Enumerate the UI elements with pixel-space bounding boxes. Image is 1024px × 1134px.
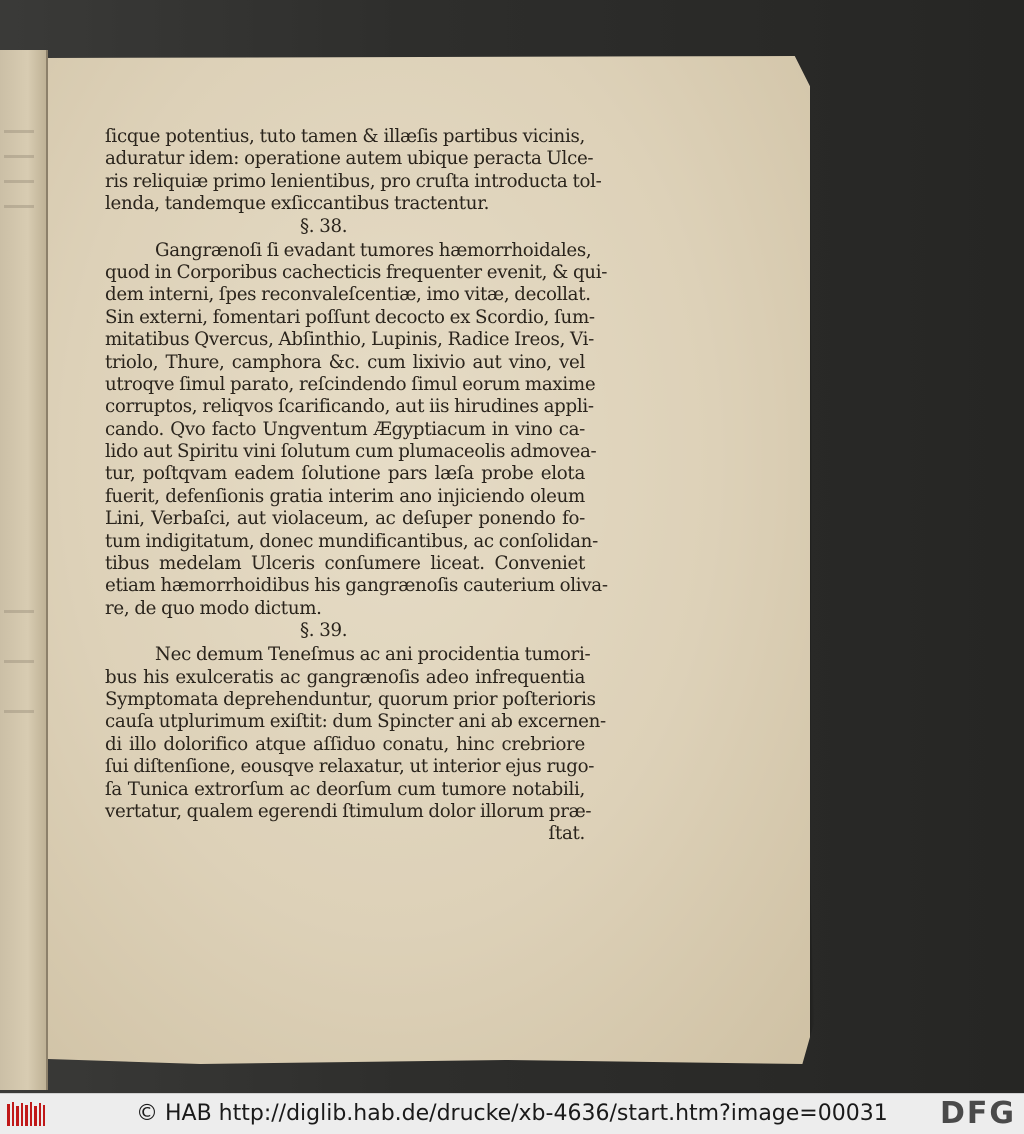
library-barcode-icon <box>6 1100 46 1128</box>
text-line: mitatibus Qvercus, Abſinthio, Lupinis, Radice Ireos, Vi- <box>105 329 594 351</box>
section-heading-39: §. 39. <box>300 620 348 642</box>
paragraph-continuation <box>105 126 602 216</box>
text-line: tibus medelam Ulceris conſumere liceat. Conveniet <box>105 553 585 575</box>
text-line: cando. Qvo facto Ungventum Ægyptiacum in vino ca- <box>105 418 585 440</box>
text-line: Gangrænoſi ſi evadant tumores hæmorrhoidales, <box>155 239 592 261</box>
text-line: aduratur idem: operatione autem ubique peracta Ulce- <box>105 148 594 170</box>
text-line: ſui diſtenſione, eousqve relaxatur, ut interior ejus rugo- <box>105 756 595 778</box>
text-line: Nec demum Teneſmus ac ani procidentia tumori- <box>155 644 591 666</box>
text-line: utroqve ſimul parato, reſcindendo ſimul eorum maxime <box>105 373 596 395</box>
text-line: cauſa utplurimum exiſtit: dum Spincter ani ab excernen- <box>105 711 606 733</box>
text-line: triolo, Thure, camphora &c. cum lixivio aut vino, vel <box>105 351 585 373</box>
text-line: Sin externi, fomentari poſſunt decocto ex Scordio, ſum- <box>105 306 595 328</box>
text-line: Lini, Verbaſci, aut violaceum, ac deſuper ponendo fo- <box>105 508 585 530</box>
text-line: re, de quo modo dictum. <box>105 597 322 619</box>
text-line: quod in Corporibus cachecticis frequenter evenit, & qui- <box>105 261 608 283</box>
text-line: di illo dolorifico atque aſſiduo conatu, hinc crebriore <box>105 733 585 755</box>
text-line: corruptos, reliqvos ſcarificando, aut iis hirudines appli- <box>105 396 594 418</box>
text-line: fuerit, defenſionis gratia interim ano injiciendo oleum <box>105 485 585 507</box>
footer-bar <box>0 1093 1024 1134</box>
facing-page-edge <box>0 50 48 1090</box>
citation-link[interactable]: © HAB http://diglib.hab.de/drucke/xb-4636/start.htm?image=00031 <box>136 1101 888 1126</box>
text-line: ris reliquiæ primo lenientibus, pro cruſta introducta tol- <box>105 170 602 192</box>
dfg-logo: DFG <box>939 1096 1016 1131</box>
catchword: ſtat. <box>548 823 585 845</box>
text-line: vertatur, qualem egerendi ſtimulum dolor illorum præ- <box>105 800 592 822</box>
paragraph-section-39 <box>105 644 606 823</box>
text-line: bus his exulceratis ac gangrænoſis adeo infrequentia <box>105 666 585 688</box>
text-line: ſicque potentius, tuto tamen & illæſis partibus vicinis, <box>105 126 585 147</box>
text-line: tur, poſtqvam eadem ſolutione pars læſa probe elota <box>105 463 585 485</box>
text-line: dem interni, ſpes reconvaleſcentiæ, imo vitæ, decollat. <box>105 284 591 306</box>
text-line: tum indigitatum, donec mundificantibus, ac conſolidan- <box>105 530 598 552</box>
text-line: lenda, tandemque exſiccantibus tractentur. <box>105 193 490 215</box>
page-text <box>105 126 608 846</box>
text-line: lido aut Spiritu vini ſolutum cum plumaceolis admovea- <box>105 441 597 463</box>
section-heading-38: §. 38. <box>300 215 348 237</box>
paragraph-section-38 <box>105 239 608 621</box>
text-line: Symptomata deprehenduntur, quorum prior poſterioris <box>105 688 596 710</box>
text-line: ſa Tunica extrorſum ac deorſum cum tumore notabili, <box>105 778 585 800</box>
text-line: etiam hæmorrhoidibus his gangrænoſis cauterium oliva- <box>105 575 608 597</box>
